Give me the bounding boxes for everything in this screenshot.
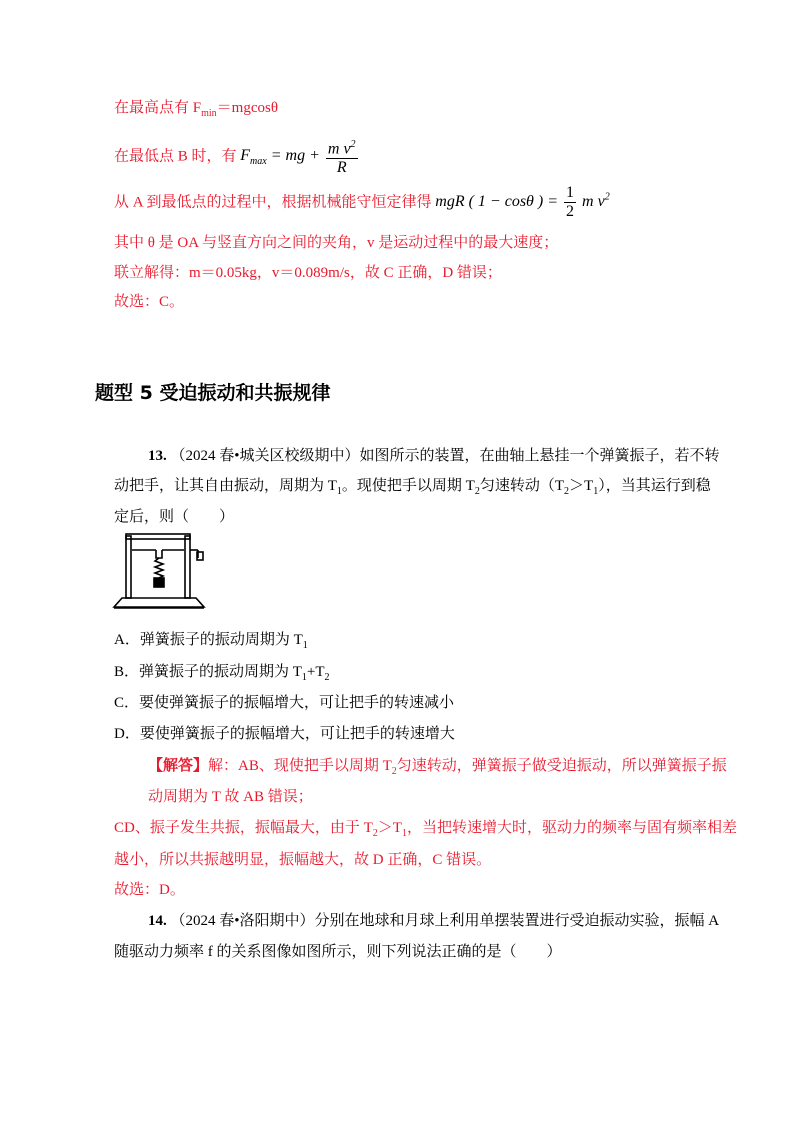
q13-answer-line4: 越小，所以共振越明显，振幅越大，故 D 正确，C 错误。 <box>114 852 492 868</box>
solution-line-answer: 故选：C。 <box>114 294 185 310</box>
q13-option-a[interactable]: A．弹簧振子的振动周期为 $T_1$ <box>114 632 308 651</box>
q13-option-b[interactable]: B．弹簧振子的振动周期为 $T_1+T_2$ <box>114 664 330 683</box>
q14-number: 14. <box>148 913 167 929</box>
energy-formula: mgR ( 1 − cosθ ) = $\frac{1}{2}$ m $v^2$ <box>435 184 610 220</box>
solution-line-fmin: 在最高点有 $F_{min}=mgcos\theta$ <box>114 100 279 119</box>
q13-number: 13. <box>148 448 167 464</box>
solution-line-theta: 其中 θ 是 OA 与竖直方向之间的夹角，v 是运动过程中的最大速度； <box>114 235 559 251</box>
q13-answer-line1: 【解答】解：AB、现使把手以周期 $T_2$匀速转动，弹簧振子做受迫振动，所以弹簧振子振 <box>148 758 727 777</box>
q13-answer-line2: 动周期为 T 故 AB 错误； <box>148 789 313 805</box>
answer-tag: 【解答】 <box>148 758 209 774</box>
q14-line1: 14. （2024 春•洛阳期中）分别在地球和月球上利用单摆装置进行受迫振动实验，振幅 A <box>148 913 720 929</box>
q13-line3: 定后，则（ ） <box>114 509 235 525</box>
q13-answer-line3: CD、振子发生共振，振幅最大，由于 $T_2>T_1$，当把转速增大时，驱动力的频率与固有频率相差 <box>114 820 737 839</box>
q13-line1: 13. （2024 春•城关区校级期中）如图所示的装置，在曲轴上悬挂一个弹簧振子，若不转 <box>148 448 720 464</box>
q13-line2: 动把手，让其自由振动，周期为 $T_1$。现使把手以周期 $T_2$匀速转动$(T_2>T_1)$，当其运行到稳 <box>114 478 711 497</box>
section-heading: 题型 5 受迫振动和共振规律 <box>95 382 331 404</box>
q13-answer-line5: 故选：D。 <box>114 882 185 898</box>
q13-option-d[interactable]: D．要使弹簧振子的振幅增大，可让把手的转速增大 <box>114 726 455 742</box>
solution-line-result: 联立解得：m＝0.05kg，v＝0.089m/s，故 C 正确，D 错误； <box>114 265 502 281</box>
solution-line-energy: 从 A 到最低点的过程中，根据机械能守恒定律得 mgR ( 1 − cosθ ) = $\frac{1}{2}$ m $v^2$ <box>114 184 610 220</box>
fmax-formula: $F_{max}$ = mg + $\frac{m v^2}{R}$ <box>240 147 359 164</box>
solution-line-fmax: 在最低点 B 时，有 $F_{max}$ = mg + $\frac{m v^2}{R}$ <box>114 136 360 176</box>
spring-oscillator-diagram <box>112 532 212 612</box>
q13-option-c[interactable]: C．要使弹簧振子的振幅增大，可让把手的转速减小 <box>114 695 455 711</box>
q14-line2: 随驱动力频率 f 的关系图像如图所示，则下列说法正确的是（ ） <box>114 944 562 960</box>
